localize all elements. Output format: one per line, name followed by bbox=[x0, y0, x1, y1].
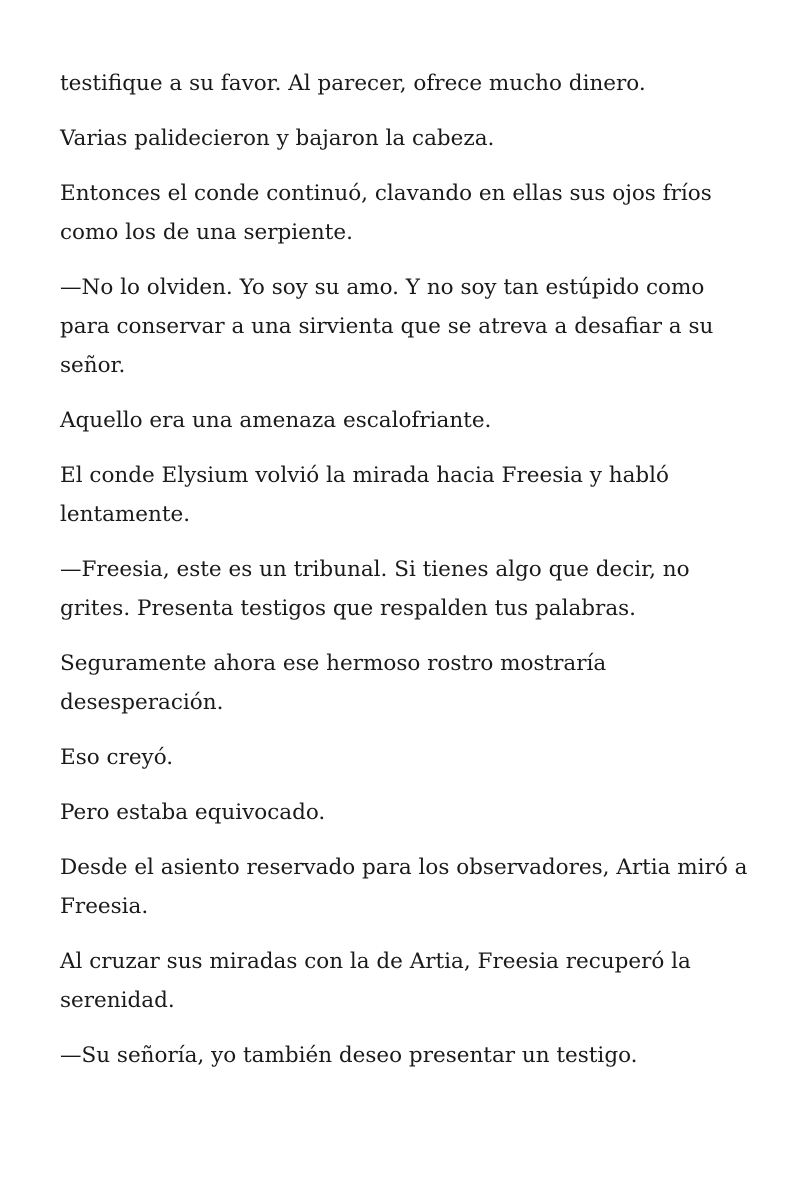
paragraph: Al cruzar sus miradas con la de Artia, Freesia recuperó la serenidad. bbox=[60, 949, 691, 1013]
paragraph: testifique a su favor. Al parecer, ofrece mucho dinero. bbox=[60, 71, 646, 96]
paragraph: El conde Elysium volvió la mirada hacia Freesia y habló lentamente. bbox=[60, 463, 669, 527]
paragraph: Aquello era una amenaza escalofriante. bbox=[60, 408, 492, 433]
book-page bbox=[60, 64, 750, 1091]
paragraph: Seguramente ahora ese hermoso rostro mostraría desesperación. bbox=[60, 651, 607, 715]
paragraph: Pero estaba equivocado. bbox=[60, 800, 326, 825]
paragraph: Eso creyó. bbox=[60, 745, 174, 770]
paragraph: Varias palidecieron y bajaron la cabeza. bbox=[60, 126, 495, 151]
paragraph: —Su señoría, yo también deseo presentar un testigo. bbox=[60, 1043, 638, 1068]
paragraph: Desde el asiento reservado para los observadores, Artia miró a Freesia. bbox=[60, 855, 748, 919]
paragraph: —No lo olviden. Yo soy su amo. Y no soy tan estúpido como para conservar a una sirvienta que se atreva a desafiar a su señor. bbox=[60, 275, 714, 378]
paragraph: Entonces el conde continuó, clavando en ellas sus ojos fríos como los de una serpiente. bbox=[60, 181, 712, 245]
paragraph: —Freesia, este es un tribunal. Si tienes algo que decir, no grites. Presenta testigos que respalden tus palabras. bbox=[60, 557, 690, 621]
